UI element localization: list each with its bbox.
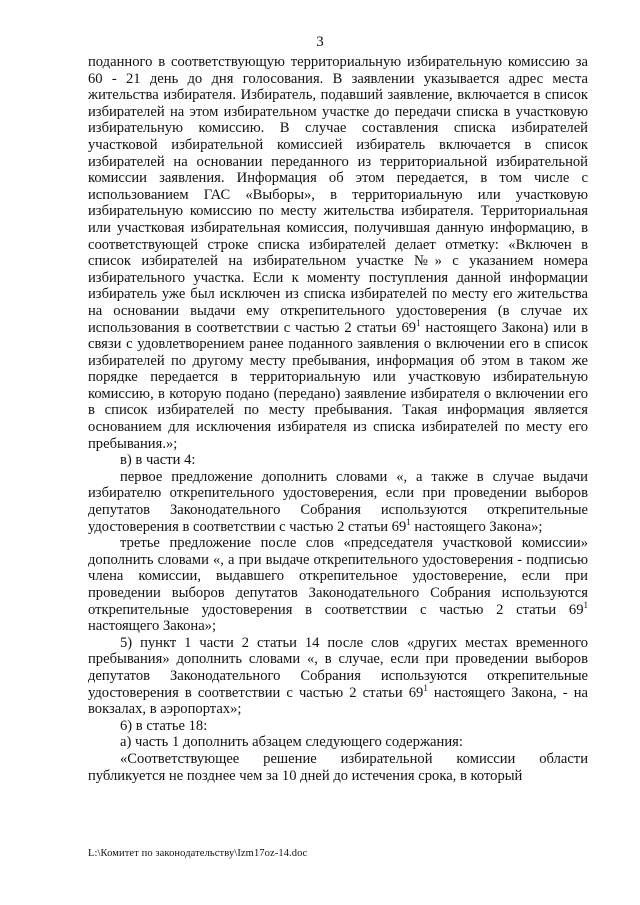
paragraph: [88, 751, 588, 784]
paragraph: [88, 635, 588, 718]
paragraph: [88, 734, 588, 751]
text-run: настоящего Закона»;: [88, 618, 217, 635]
superscript: 1: [423, 682, 428, 693]
document-body: [88, 54, 588, 784]
text-run: настоящего Закона»;: [410, 518, 543, 535]
paragraph: [88, 469, 588, 535]
text-run: 6) в статье 18:: [120, 717, 208, 734]
superscript: 1: [416, 317, 421, 328]
text-run: третье предложение после слов «председателя участковой комиссии» дополнить словами «, а при выдаче открепительного удостоверения - подписью члена комиссии, выдавшего открепительное удостоверение, если при проведении выборов депутатов Законодательного Собрания используются открепительные удостоверения в соответствии с частью 2 статьи 69: [88, 535, 588, 618]
page-number: 3: [316, 34, 324, 50]
text-run: а) часть 1 дополнить абзацем следующего содержания:: [120, 734, 463, 751]
paragraph: [88, 54, 588, 452]
paragraph: [88, 535, 588, 635]
superscript: 1: [583, 599, 588, 610]
text-run: 5) пункт 1 части 2 статьи 14 после слов «других местах временного пребывания» дополнить словами «, в случае, если при проведении выборов депутатов Законодательного Собрания используются открепительные удостоверения в соответствии с частью 2 статьи 69: [88, 634, 588, 701]
superscript: 1: [406, 516, 411, 527]
text-run: настоящего Закона) или в связи с удовлетворением ранее поданного заявления о включении его в список избирателей по другому месту пребывания, информация об этом в таком же порядке передается в территориальную или участковую избирательную комиссию, в которую подано (передано) заявление избирателя о включении его в список избирателей по месту пребывания. Такая информация является основанием для исключения избирателя из списка избирателей по месту его пребывания.»;: [88, 319, 588, 452]
file-path-footer: L:\Комитет по законодательству\Izm17oz-14.doc: [88, 848, 308, 859]
paragraph: [88, 718, 588, 735]
text-run: в) в части 4:: [120, 452, 196, 469]
text-run: поданного в соответствующую территориальную избирательную комиссию за 60 - 21 день до дня голосования. В заявлении указывается адрес места жительства избирателя. Избиратель, подавший заявление, включается в список избирателей на этом избирательном участке до передачи списка в участковую избирательную комиссию. В случае составления списка избирателей участковой избирательной комиссией избиратель включается в список избирателей на основании переданного из территориальной избирательной комиссии заявления. Информация об этом передается, в том числе с использованием ГАС «Выборы», в территориальную или участковую избирательную комиссию по месту жительства избирателя. Территориальная или участковая избирательная комиссия, получившая данную информацию, в соответствующей строке списка избирателей делает отметку: «Включен в список избирателей на избирательном участке №» с указанием номера избирательного участка. Если к моменту поступления данной информации избиратель уже был исключен из списка избирателей по месту его жительства на основании выдачи ему открепительного удостоверения (в случае их использования в соответствии с частью 2 статьи 69: [88, 54, 588, 336]
paragraph: [88, 452, 588, 469]
text-run: «Соответствующее решение избирательной комиссии области публикуется не позднее чем за 10 дней до истечения срока, в который: [88, 750, 588, 784]
text-run: первое предложение дополнить словами «, а также в случае выдачи избирателю открепительного удостоверения, если при проведении выборов депутатов Законодательного Собрания используются открепительные удостоверения в соответствии с частью 2 статьи 69: [88, 468, 588, 535]
text-run: настоящего Закона, - на вокзалах, в аэропортах»;: [88, 684, 588, 718]
